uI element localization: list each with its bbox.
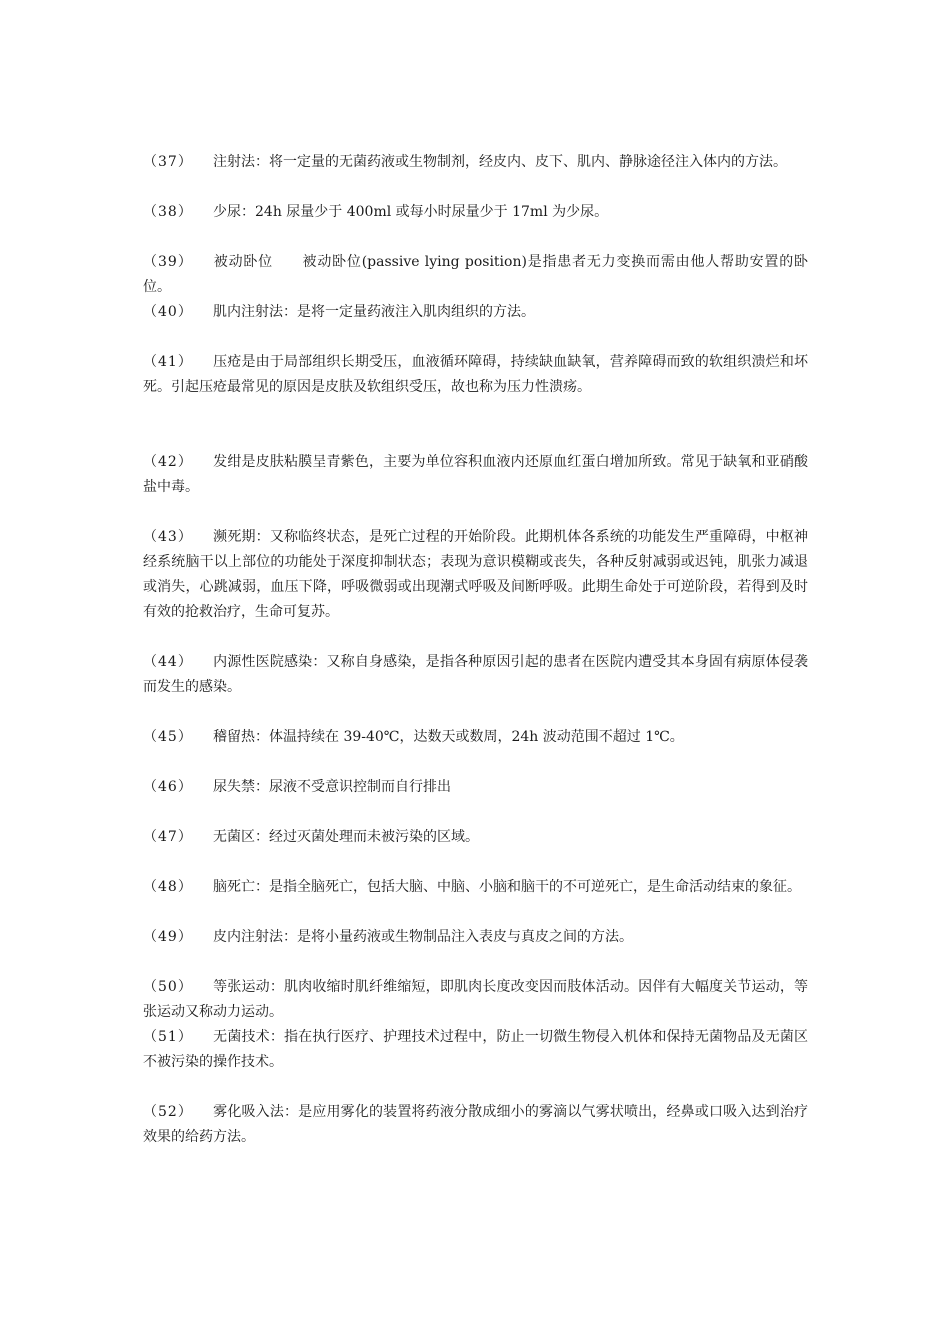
entry-51 xyxy=(143,1025,808,1075)
entry-number: （50） xyxy=(143,979,193,995)
entry-number: （47） xyxy=(143,829,193,845)
entry-46 xyxy=(143,775,808,800)
entry-number: （45） xyxy=(143,729,193,745)
document-body xyxy=(143,150,808,1150)
entry-43 xyxy=(143,525,808,625)
entry-number: （43） xyxy=(143,529,193,545)
entry-text: 发绀是皮肤粘膜呈青紫色，主要为单位容积血液内还原血红蛋白增加所致。常见于缺氧和亚硝酸盐中毒。 xyxy=(143,454,808,495)
entry-number: （40） xyxy=(143,304,193,320)
entry-text: 无菌技术：指在执行医疗、护理技术过程中，防止一切微生物侵入机体和保持无菌物品及无菌区不被污染的操作技术。 xyxy=(143,1029,808,1070)
entry-text: 雾化吸入法：是应用雾化的装置将药液分散成细小的雾滴以气雾状喷出，经鼻或口吸入达到治疗效果的给药方法。 xyxy=(143,1104,808,1145)
entry-text: 少尿：24h 尿量少于 400ml 或每小时尿量少于 17ml 为少尿。 xyxy=(213,204,609,220)
entry-number: （48） xyxy=(143,879,193,895)
entry-47 xyxy=(143,825,808,850)
entry-37 xyxy=(143,150,808,175)
entry-text: 无菌区：经过灭菌处理而未被污染的区域。 xyxy=(213,829,479,845)
entry-number: （37） xyxy=(143,154,193,170)
entry-number: （38） xyxy=(143,204,193,220)
entry-text: 濒死期：又称临终状态，是死亡过程的开始阶段。此期机体各系统的功能发生严重障碍，中枢神经系统脑干以上部位的功能处于深度抑制状态；表现为意识模糊或丧失，各种反射减弱或迟钝，肌张力减退或消失，心跳减弱，血压下降，呼吸微弱或出现潮式呼吸及间断呼吸。此期生命处于可逆阶段，若得到及时有效的抢救治疗，生命可复苏。 xyxy=(143,529,808,620)
entry-42 xyxy=(143,450,808,500)
entry-text: 脑死亡：是指全脑死亡，包括大脑、中脑、小脑和脑干的不可逆死亡，是生命活动结束的象征。 xyxy=(213,879,801,895)
entry-text: 尿失禁：尿液不受意识控制而自行排出 xyxy=(213,779,451,795)
entry-text: 稽留热：体温持续在 39-40℃，达数天或数周，24h 波动范围不超过 1℃。 xyxy=(213,729,684,745)
entry-text: 肌内注射法：是将一定量药液注入肌肉组织的方法。 xyxy=(213,304,535,320)
entry-number: （41） xyxy=(143,354,193,370)
entry-text: 内源性医院感染：又称自身感染，是指各种原因引起的患者在医院内遭受其本身固有病原体侵袭而发生的感染。 xyxy=(143,654,808,695)
entry-50 xyxy=(143,975,808,1025)
entry-40 xyxy=(143,300,808,325)
entry-41 xyxy=(143,350,808,400)
entry-48 xyxy=(143,875,808,900)
entry-45 xyxy=(143,725,808,750)
entry-number: （46） xyxy=(143,779,193,795)
entry-52 xyxy=(143,1100,808,1150)
entry-text: 压疮是由于局部组织长期受压，血液循环障碍，持续缺血缺氧，营养障碍而致的软组织溃烂和坏死。引起压疮最常见的原因是皮肤及软组织受压，故也称为压力性溃疡。 xyxy=(143,354,808,395)
entry-text: 被动卧位 被动卧位(passive lying position)是指患者无力变换而需由他人帮助安置的卧位。 xyxy=(143,254,808,295)
entry-38 xyxy=(143,200,808,225)
entry-number: （49） xyxy=(143,929,193,945)
entry-text: 皮内注射法：是将小量药液或生物制品注入表皮与真皮之间的方法。 xyxy=(213,929,633,945)
entry-44 xyxy=(143,650,808,700)
entry-49 xyxy=(143,925,808,950)
entry-39 xyxy=(143,250,808,300)
entry-number: （39） xyxy=(143,254,193,270)
entry-number: （52） xyxy=(143,1104,193,1120)
entry-number: （44） xyxy=(143,654,193,670)
entry-text: 注射法：将一定量的无菌药液或生物制剂，经皮内、皮下、肌内、静脉途径注入体内的方法。 xyxy=(213,154,787,170)
entry-number: （51） xyxy=(143,1029,193,1045)
entry-text: 等张运动：肌肉收缩时肌纤维缩短，即肌肉长度改变因而肢体活动。因伴有大幅度关节运动，等张运动又称动力运动。 xyxy=(143,979,808,1020)
entry-number: （42） xyxy=(143,454,193,470)
